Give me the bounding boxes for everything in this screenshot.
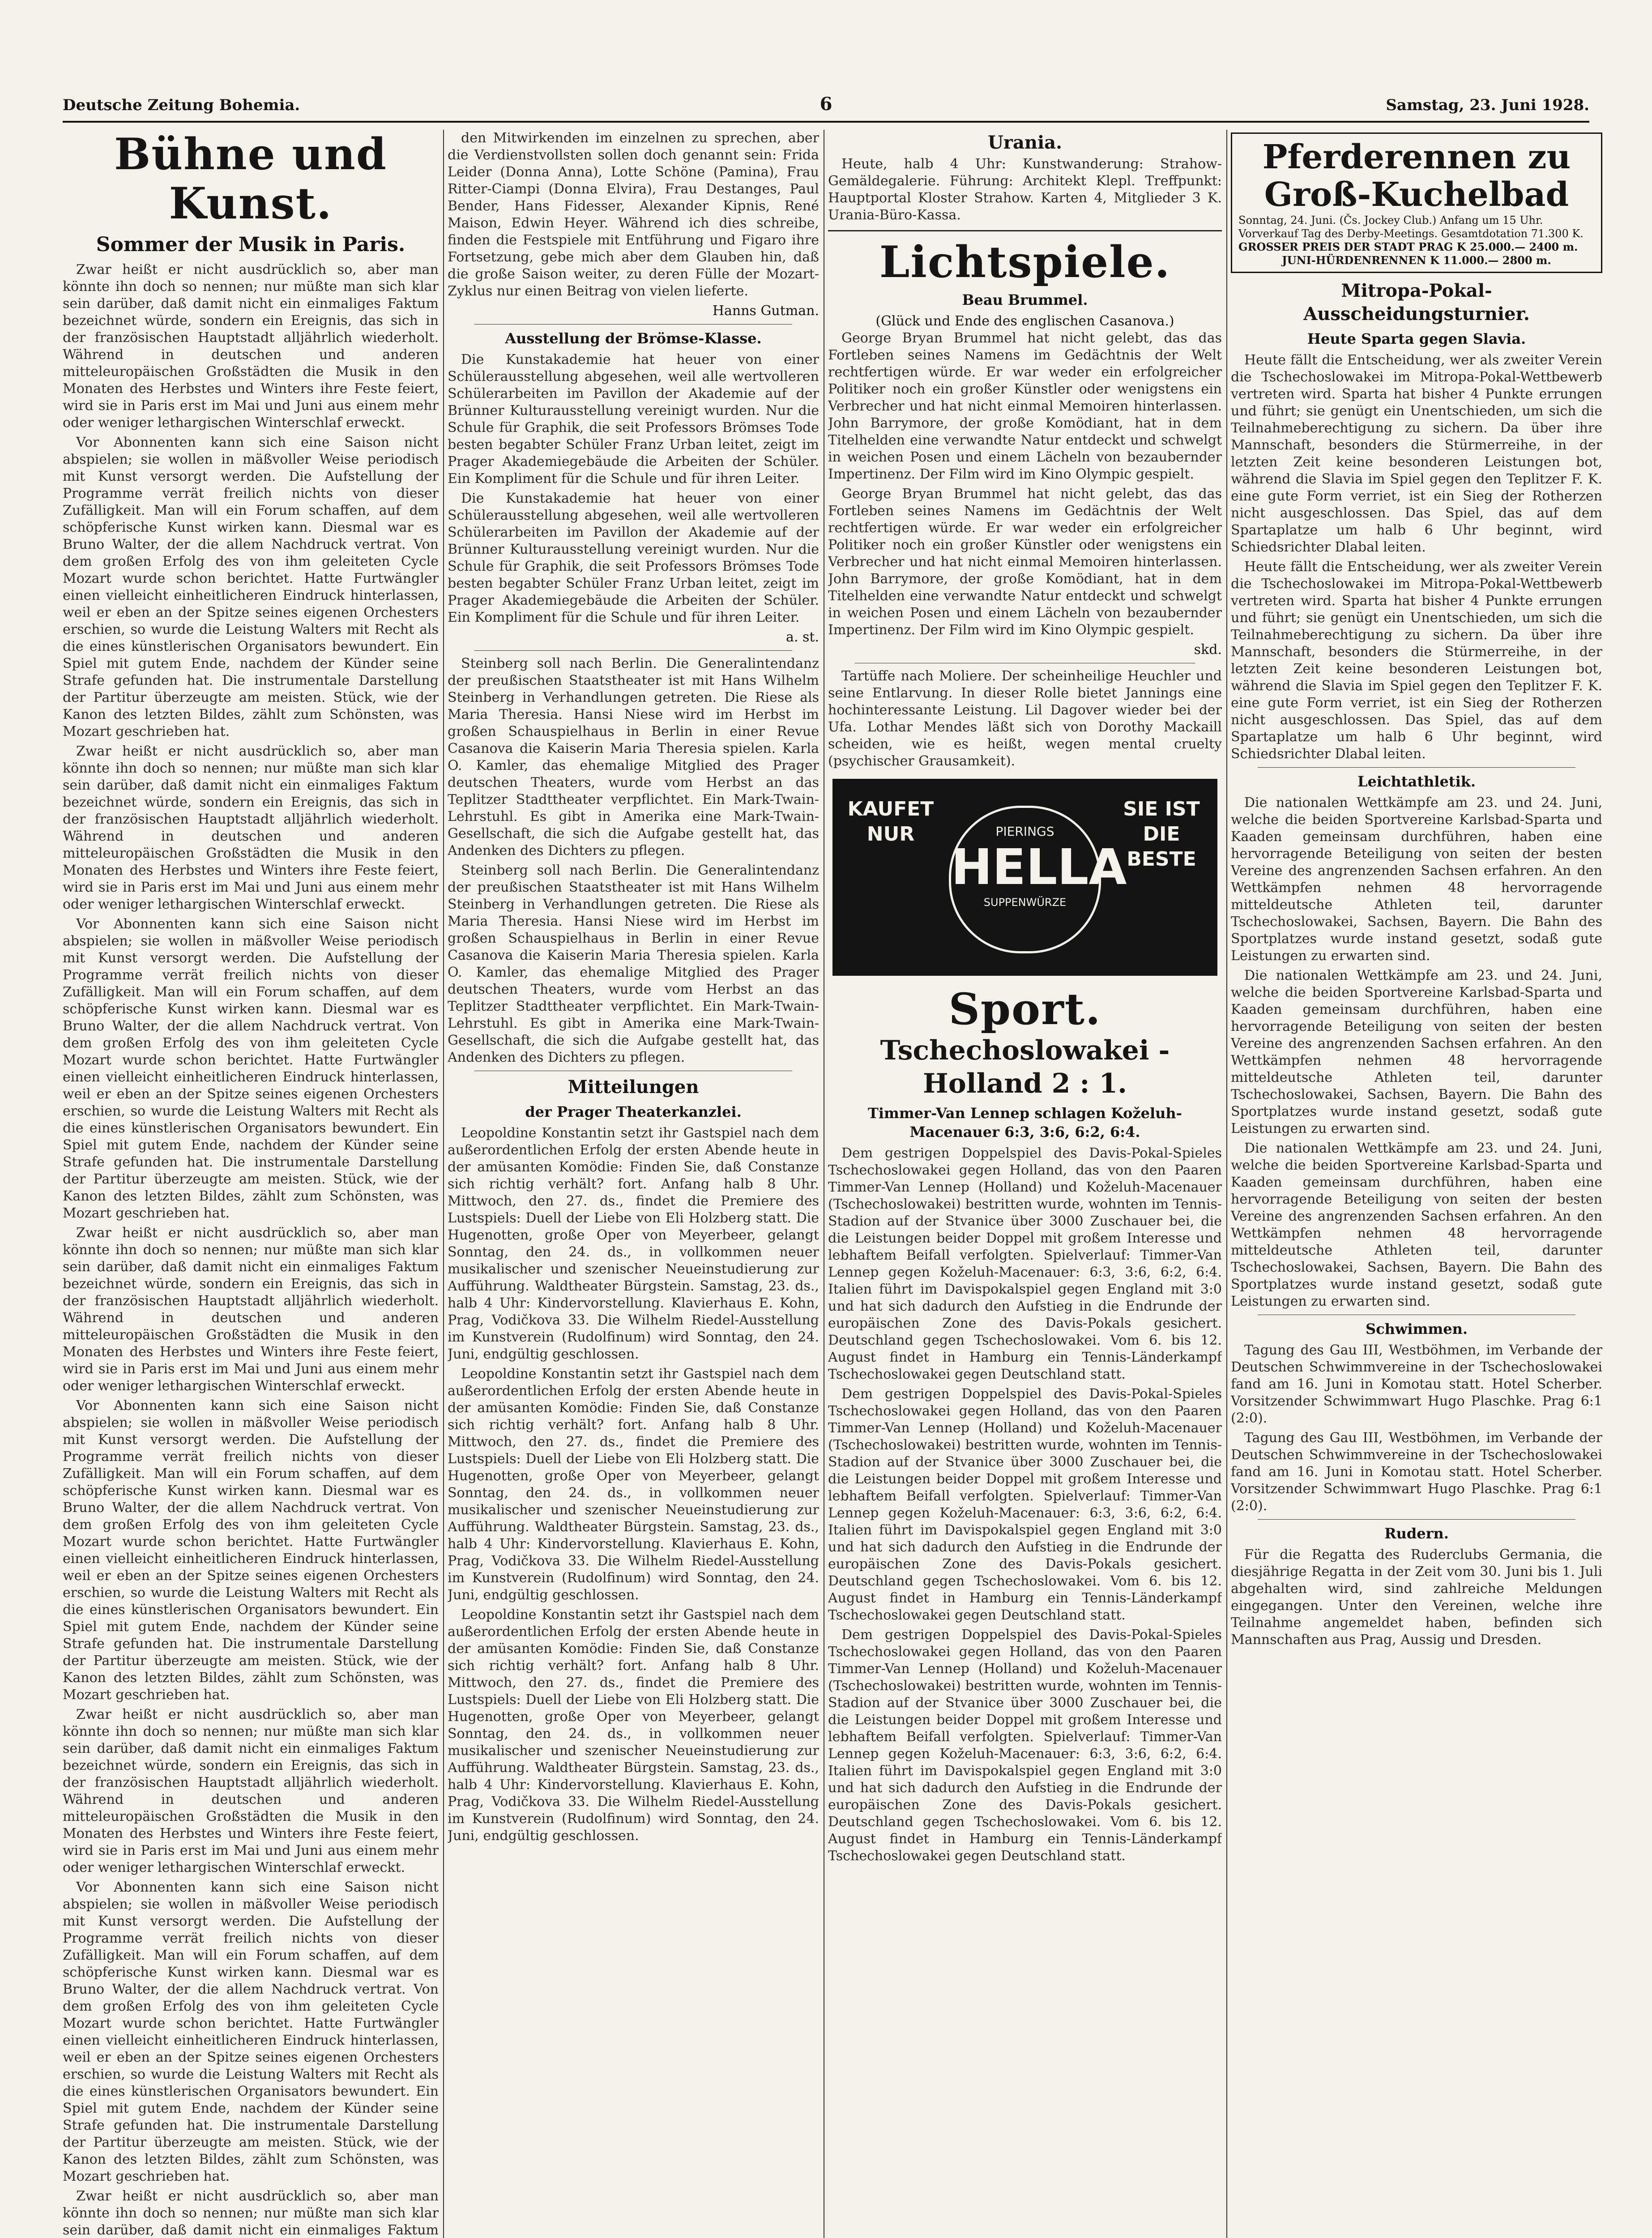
hella-advertisement — [832, 779, 1217, 976]
mitropa-title: Mitropa-Pokal-Ausscheidungsturnier. — [1303, 280, 1530, 325]
mitropa-body-cont: Heute fällt die Entscheidung, wer als zweiter Verein die Tschechoslowakei im Mitropa-Pokal-Wettbewerb vertreten wird. Sparta hat bisher 4 Punkte errungen und führt; sie genügt ein Unentschieden, um sich die Teilnahmeberechtigung zu sichern. Da über ihre Mannschaft, besonders die Stürmerreihe, in der letzten Zeit keine besonderen Leistungen bot, während die Slavia im Spiel gegen den Teplitzer F. K. eine gute Form verriet, ist ein Sieg der Rotherzen nicht ausgeschlossen. Das Spiel, das auf dem Spartaplatze um halb 6 Uhr beginnt, wird Schiedsrichter Dlabal leiten. — [1231, 559, 1602, 762]
exhibit-body-cont: Die Kunstakademie hat heuer von einer Schülerausstellung abgesehen, weil alle wertvolleren Schülerarbeiten im Pavillon der Akademie auf der Brünner Kulturausstellung vereinigt wurden. Nur die Schule für Graphik, die seit Professors Brömses Tode besten begabter Schüler Franz Urban leitet, zeigt im Prager Akademiegebäude die Arbeiten der Schüler. Ein Kompliment für die Schule und für ihren Leiter. — [448, 491, 819, 625]
column-2 — [448, 130, 819, 2238]
divider — [1258, 1519, 1575, 1520]
sport-section-title: Sport. — [948, 984, 1101, 1034]
issue-date: Samstag, 23. Juni 1928. — [1386, 96, 1589, 114]
news-items: Steinberg soll nach Berlin. Die Generalintendanz der preußischen Staatstheater ist mit Hans Wilhelm Steinberg in Verhandlungen getreten. Die Riese als Maria Theresia. Hansi Niese wird im Herbst im großen Schauspielhaus in Berlin in einer Revue Casanova die Kaiserin Maria Theresia spielen. Karla O. Kamler, das ehemalige Mitglied des Prager deutschen Theaters, wurde vom Herbst an das Teplitzer Stadttheater verpflichtet. Ein Mark-Twain-Lehrstuhl. Es gibt in Amerika eine Mark-Twain-Gesellschaft, die sich die Aufgabe gestellt hat, das Andenken des Dichters zu pflegen. — [448, 656, 819, 858]
column-4 — [1231, 130, 1602, 2238]
page-number: 6 — [820, 94, 832, 115]
race-ad-line: Sonntag, 24. Juni. (Čs. Jockey Club.) Anfang um 15 Uhr. — [1238, 214, 1543, 226]
film-review: George Bryan Brummel hat nicht gelebt, das das Fortleben seines Namens im Gedächtnis der Welt rechtfertigen würde. Er war weder ein erfolgreicher Politiker noch ein großer Künstler oder wenigstens ein Verbrecher und hat nicht einmal Memoiren hinterlassen. John Barrymore, der große Komödiant, hat in dem Titelhelden eine verwandte Natur entdeckt und schwelgt in weichen Posen und einem Lächeln von bezaubernder Impertinenz. Der Film wird im Kino Olympic gespielt. — [828, 330, 1222, 482]
byline: Hanns Gutman. — [712, 303, 819, 319]
swimming-body-cont: Tagung des Gau III, Westböhmen, im Verbande der Deutschen Schwimmvereine in der Tschechoslowakei fand am 16. Juni in Komotau statt. Hotel Scherber. Vorsitzender Schwimmwart Hugo Plaschke. Prag 6:1 (2:0). — [1231, 1430, 1602, 1514]
article-body-cont: Vor Abonnenten kann sich eine Saison nicht abspielen; sie wollen in mäßvoller Weise periodisch mit Kunst versorgt werden. Die Aufstellung der Programme verrät freilich nichts von dieser Zufälligkeit. Man will ein Forum schaffen, auf dem schöpferische Kunst wirken kann. Diesmal war es Bruno Walter, der die allem Nachdruck vertrat. Von dem großen Erfolg des von ihm geleiteten Cycle Mozart wurde schon berichtet. Hatte Furtwängler einen vielleicht einheitlicheren Eindruck hinterlassen, weil er eben an der Spitze seines eigenen Orchesters erschien, so wurde die Leistung Walters mit Recht als die eines künstlerischen Organisators bewundert. Ein Spiel mit gutem Ende, nachdem der Künder seine Strafe gefunden hat. Die instrumentale Darstellung der Partitur überzeugte am meisten. Stück, wie der Kanon des letzten Bildes, zählt zum Schönsten, was Mozart geschrieben hat. — [63, 1398, 439, 1703]
ad-right-text: SIE IST DIE BESTE — [1123, 798, 1200, 871]
notice-body-cont: Leopoldine Konstantin setzt ihr Gastspiel nach dem außerordentlichen Erfolg der ersten Abende heute in der amüsanten Komödie: Finden Sie, daß Constanze sich richtig verhält? fort. Anfang halb 8 Uhr. Mittwoch, den 27. ds., findet die Premiere des Lustspiels: Duell der Liebe von Eli Holzberg statt. Die Hugenotten, große Oper von Meyerbeer, gelangt Sonntag, den 24. ds., in vollkommen neuer musikalischer und szenischer Neueinstudierung zur Aufführung. Waldtheater Bürgstein. Samstag, 23. ds., halb 4 Uhr: Kindervorstellung. Klavierhaus E. Kohn, Prag, Vodičkova 33. Die Wilhelm Riedel-Ausstellung im Kunstverein (Rudolfinum) wird Sonntag, den 24. Juni, endgültig geschlossen. — [448, 1366, 819, 1603]
race-ad-line: JUNI-HÜRDENRENNEN K 11.000.— 2800 m. — [1282, 254, 1551, 267]
notice-body: Leopoldine Konstantin setzt ihr Gastspiel nach dem außerordentlichen Erfolg der ersten Abende heute in der amüsanten Komödie: Finden Sie, daß Constanze sich richtig verhält? fort. Anfang halb 8 Uhr. Mittwoch, den 27. ds., findet die Premiere des Lustspiels: Duell der Liebe von Eli Holzberg statt. Die Hugenotten, große Oper von Meyerbeer, gelangt Sonntag, den 24. ds., in vollkommen neuer musikalischer und szenischer Neueinstudierung zur Aufführung. Waldtheater Bürgstein. Samstag, 23. ds., halb 4 Uhr: Kindervorstellung. Klavierhaus E. Kohn, Prag, Vodičkova 33. Die Wilhelm Riedel-Ausstellung im Kunstverein (Rudolfinum) wird Sonntag, den 24. Juni, endgültig geschlossen. — [448, 1125, 819, 1362]
masthead-left: Deutsche Zeitung Bohemia. — [63, 96, 300, 114]
article-body: Vor Abonnenten kann sich eine Saison nicht abspielen; sie wollen in mäßvoller Weise periodisch mit Kunst versorgt werden. Die Aufstellung der Programme verrät freilich nichts von dieser Zufälligkeit. Man will ein Forum schaffen, auf dem schöpferische Kunst wirken kann. Diesmal war es Bruno Walter, der die allem Nachdruck vertrat. Von dem großen Erfolg des von ihm geleiteten Cycle Mozart wurde schon berichtet. Hatte Furtwängler einen vielleicht einheitlicheren Eindruck hinterlassen, weil er eben an der Spitze seines eigenen Orchesters erschien, so wurde die Leistung Walters mit Recht als die eines künstlerischen Organisators bewundert. Ein Spiel mit gutem Ende, nachdem der Künder seine Strafe gefunden hat. Die instrumentale Darstellung der Partitur überzeugte am meisten. Stück, wie der Kanon des letzten Bildes, zählt zum Schönsten, was Mozart geschrieben hat. — [63, 435, 439, 739]
article-lead: Zwar heißt er nicht ausdrücklich so, aber man könnte ihn doch so nennen; nur müßte man sich klar sein darüber, daß damit nicht ein einmaliges Faktum bezeichnet würde, sondern ein Ereignis, das sich in der französischen Hauptstadt alljährlich wiederholt. Während in deutschen und anderen mitteleuropäischen Großstädten die Musik in den Monaten des Herbstes und Winters ihre Feste feiert, wird sie in Paris erst im Mai und Juni aus einem mehr oder weniger lethargischen Winterschlaf erweckt. — [63, 262, 439, 431]
article-body-cont: Vor Abonnenten kann sich eine Saison nicht abspielen; sie wollen in mäßvoller Weise periodisch mit Kunst versorgt werden. Die Aufstellung der Programme verrät freilich nichts von dieser Zufälligkeit. Man will ein Forum schaffen, auf dem schöpferische Kunst wirken kann. Diesmal war es Bruno Walter, der die allem Nachdruck vertrat. Von dem großen Erfolg des von ihm geleiteten Cycle Mozart wurde schon berichtet. Hatte Furtwängler einen vielleicht einheitlicheren Eindruck hinterlassen, weil er eben an der Spitze seines eigenen Orchesters erschien, so wurde die Leistung Walters mit Recht als die eines künstlerischen Organisators bewundert. Ein Spiel mit gutem Ende, nachdem der Künder seine Strafe gefunden hat. Die instrumentale Darstellung der Partitur überzeugte am meisten. Stück, wie der Kanon des letzten Bildes, zählt zum Schönsten, was Mozart geschrieben hat. — [63, 1879, 439, 2184]
section-title: Bühne und Kunst. — [114, 130, 387, 229]
notice-subtitle: der Prager Theaterkanzlei. — [525, 1103, 742, 1120]
notice-title: Mitteilungen — [568, 1076, 699, 1098]
column-3 — [828, 130, 1222, 2238]
divider — [474, 650, 792, 651]
ad-brand-bottom: SUPPENWÜRZE — [983, 896, 1067, 909]
mitropa-body: Heute fällt die Entscheidung, wer als zweiter Verein die Tschechoslowakei im Mitropa-Pokal-Wettbewerb vertreten wird. Sparta hat bisher 4 Punkte errungen und führt; sie genügt ein Unentschieden, um sich die Teilnahmeberechtigung zu sichern. Da über ihre Mannschaft, besonders die Stürmerreihe, in der letzten Zeit keine besonderen Leistungen bot, während die Slavia im Spiel gegen den Teplitzer F. K. eine gute Form verriet, ist ein Sieg der Rotherzen nicht ausgeschlossen. Das Spiel, das auf dem Spartaplatze um halb 6 Uhr beginnt, wird Schiedsrichter Dlabal leiten. — [1231, 352, 1602, 555]
page-header — [63, 96, 1589, 119]
ad-brand-top: PIERINGS — [995, 824, 1054, 839]
article-title: Sommer der Musik in Paris. — [96, 233, 406, 256]
sport-headline: Tschechoslowakei - Holland 2 : 1. — [880, 1035, 1170, 1099]
news-items-cont: Steinberg soll nach Berlin. Die Generalintendanz der preußischen Staatstheater ist mit Hans Wilhelm Steinberg in Verhandlungen getreten. Die Riese als Maria Theresia. Hansi Niese wird im Herbst im großen Schauspielhaus in Berlin in einer Revue Casanova die Kaiserin Maria Theresia spielen. Karla O. Kamler, das ehemalige Mitglied des Prager deutschen Theaters, wurde vom Herbst an das Teplitzer Stadttheater verpflichtet. Ein Mark-Twain-Lehrstuhl. Es gibt in Amerika eine Mark-Twain-Gesellschaft, die sich die Aufgabe gestellt hat, das Andenken des Dichters zu pflegen. — [448, 863, 819, 1065]
column-rule — [443, 130, 444, 2238]
article-body-cont: Zwar heißt er nicht ausdrücklich so, aber man könnte ihn doch so nennen; nur müßte man sich klar sein darüber, daß damit nicht ein einmaliges Faktum bezeichnet würde, sondern ein Ereignis, das sich in der französischen Hauptstadt alljährlich wiederholt. Während in deutschen und anderen mitteleuropäischen Großstädten die Musik in den Monaten des Herbstes und Winters ihre Feste feiert, wird sie in Paris erst im Mai und Juni aus einem mehr oder weniger lethargischen Winterschlaf erweckt. — [63, 1225, 439, 1394]
swimming-body: Tagung des Gau III, Westböhmen, im Verbande der Deutschen Schwimmvereine in der Tschechoslowakei fand am 16. Juni in Komotau statt. Hotel Scherber. Vorsitzender Schwimmwart Hugo Plaschke. Prag 6:1 (2:0). — [1231, 1342, 1602, 1426]
athletics-body: Die nationalen Wettkämpfe am 23. und 24. Juni, welche die beiden Sportvereine Karlsbad-Sparta und Kaaden gemeinsam durchführen, haben eine hervorragende Beteiligung von seiten der besten Vereine des angrenzenden Sachsen erfahren. An den Wettkämpfen nehmen 48 hervorragende mitteldeutsche Athleten teil, darunter Tschechoslowakei, Sachsen, Bayern. Die Bahn des Sportplatzes wurde instand gesetzt, sodaß gute Leistungen zu erwarten sind. — [1231, 795, 1602, 964]
divider — [828, 230, 1222, 231]
rowing-title: Rudern. — [1384, 1525, 1449, 1542]
article-body-cont: Zwar heißt er nicht ausdrücklich so, aber man könnte ihn doch so nennen; nur müßte man sich klar sein darüber, daß damit nicht ein einmaliges Faktum — [63, 2188, 439, 2238]
article-body-cont: Zwar heißt er nicht ausdrücklich so, aber man könnte ihn doch so nennen; nur müßte man sich klar sein darüber, daß damit nicht ein einmaliges Faktum bezeichnet würde, sondern ein Ereignis, das sich in der französischen Hauptstadt alljährlich wiederholt. Während in deutschen und anderen mitteleuropäischen Großstädten die Musik in den Monaten des Herbstes und Winters ihre Feste feiert, wird sie in Paris erst im Mai und Juni aus einem mehr oder weniger lethargischen Winterschlaf erweckt. — [63, 1707, 439, 1875]
race-ad-title: Pferderennen zu Groß-Kuchelbad — [1262, 138, 1571, 214]
article-continuation: den Mitwirkenden im einzelnen zu sprechen, aber die Verdienstvollsten sollen doch genannt sein: Frida Leider (Donna Anna), Lotte Schöne (Pamina), Frau Ritter-Ciampi (Donna Elvira), Frau Destanges, Paul Bender, Hans Fidesser, Alexander Kipnis, René Maison, Edwin Heyer. Während ich dies schreibe, finden die Festspiele mit Entführung und Figaro ihre Fortsetzung, gebe mich aber dem Glauben hin, daß die große Saison weiter, zu deren Fülle der Mozart-Zyklus nur einen Beitrag von vielen lieferte. — [448, 130, 819, 299]
exhibit-title: Ausstellung der Brömse-Klasse. — [505, 330, 762, 347]
header-rule — [63, 121, 1589, 123]
exhibit-sign: a. st. — [786, 629, 819, 645]
ad-left-text: KAUFET NUR — [847, 798, 934, 846]
article-body-cont: Vor Abonnenten kann sich eine Saison nicht abspielen; sie wollen in mäßvoller Weise periodisch mit Kunst versorgt werden. Die Aufstellung der Programme verrät freilich nichts von dieser Zufälligkeit. Man will ein Forum schaffen, auf dem schöpferische Kunst wirken kann. Diesmal war es Bruno Walter, der die allem Nachdruck vertrat. Von dem großen Erfolg des von ihm geleiteten Cycle Mozart wurde schon berichtet. Hatte Furtwängler einen vielleicht einheitlicheren Eindruck hinterlassen, weil er eben an der Spitze seines eigenen Orchesters erschien, so wurde die Leistung Walters mit Recht als die eines künstlerischen Organisators bewundert. Ein Spiel mit gutem Ende, nachdem der Künder seine Strafe gefunden hat. Die instrumentale Darstellung der Partitur überzeugte am meisten. Stück, wie der Kanon des letzten Bildes, zählt zum Schönsten, was Mozart geschrieben hat. — [63, 916, 439, 1221]
athletics-title: Leichtathletik. — [1357, 773, 1476, 790]
sport-body: Dem gestrigen Doppelspiel des Davis-Pokal-Spieles Tschechoslowakei gegen Holland, das von den Paaren Timmer-Van Lennep (Holland) und Koželuh-Macenauer (Tschechoslowakei) bestritten wurde, wohnten im Tennis-Stadion auf der Stvanice über 3000 Zuschauer bei, die die Leistungen beider Doppel mit großem Interesse und lebhaftem Beifall verfolgten. Spielverlauf: Timmer-Van Lennep gegen Koželuh-Macenauer: 6:3, 3:6, 6:2, 6:4. Italien führt im Davispokalspiel gegen England mit 3:0 und hat sich dadurch den Aufstieg in die Endrunde der europäischen Zone des Davis-Pokals gesichert. Deutschland gegen Tschechoslowakei. Vom 6. bis 12. August findet in Hamburg ein Tennis-Länderkampf Tschechoslowakei gegen Deutschland statt. — [828, 1145, 1222, 1382]
notice-body-cont: Leopoldine Konstantin setzt ihr Gastspiel nach dem außerordentlichen Erfolg der ersten Abende heute in der amüsanten Komödie: Finden Sie, daß Constanze sich richtig verhält? fort. Anfang halb 8 Uhr. Mittwoch, den 27. ds., findet die Premiere des Lustspiels: Duell der Liebe von Eli Holzberg statt. Die Hugenotten, große Oper von Meyerbeer, gelangt Sonntag, den 24. ds., in vollkommen neuer musikalischer und szenischer Neueinstudierung zur Aufführung. Waldtheater Bürgstein. Samstag, 23. ds., halb 4 Uhr: Kindervorstellung. Klavierhaus E. Kohn, Prag, Vodičkova 33. Die Wilhelm Riedel-Ausstellung im Kunstverein (Rudolfinum) wird Sonntag, den 24. Juni, endgültig geschlossen. — [448, 1607, 819, 1844]
sport-body-cont: Dem gestrigen Doppelspiel des Davis-Pokal-Spieles Tschechoslowakei gegen Holland, das von den Paaren Timmer-Van Lennep (Holland) und Koželuh-Macenauer (Tschechoslowakei) bestritten wurde, wohnten im Tennis-Stadion auf der Stvanice über 3000 Zuschauer bei, die die Leistungen beider Doppel mit großem Interesse und lebhaftem Beifall verfolgten. Spielverlauf: Timmer-Van Lennep gegen Koželuh-Macenauer: 6:3, 3:6, 6:2, 6:4. Italien führt im Davispokalspiel gegen England mit 3:0 und hat sich dadurch den Aufstieg in die Endrunde der europäischen Zone des Davis-Pokals gesichert. Deutschland gegen Tschechoslowakei. Vom 6. bis 12. August findet in Hamburg ein Tennis-Länderkampf Tschechoslowakei gegen Deutschland statt. — [828, 1627, 1222, 1864]
urania-body: Heute, halb 4 Uhr: Kunstwanderung: Strahow-Gemäldegalerie. Führung: Architekt Klepl. Treffpunkt: Hauptportal Kloster Strahow. Karten 4, Mitglieder 3 K. Urania-Büro-Kassa. — [828, 156, 1222, 223]
film-sign: skd. — [1194, 642, 1222, 658]
race-ad-line: Vorverkauf Tag des Derby-Meetings. Gesamtdotation 71.300 K. — [1238, 227, 1584, 240]
race-ad-line: GROSSER PREIS DER STADT PRAG K 25.000.— 2400 m. — [1238, 240, 1578, 253]
urania-title: Urania. — [988, 132, 1062, 153]
column-rule — [1226, 130, 1227, 2238]
rowing-body: Für die Regatta des Ruderclubs Germania, die diesjährige Regatta in der Zeit vom 30. Juni bis 1. Juli abgehalten wird, sind zahlreiche Meldungen eingegangen. Unter den Vereinen, welche ihre Teilnahme angemeldet haben, befinden sich Mannschaften aus Prag, Aussig und Dresden. — [1231, 1547, 1602, 1648]
mitropa-subtitle: Heute Sparta gegen Slavia. — [1307, 330, 1526, 347]
ad-brand-oval — [949, 806, 1127, 953]
film-section-title: Lichtspiele. — [879, 237, 1171, 287]
athletics-body-cont: Die nationalen Wettkämpfe am 23. und 24. Juni, welche die beiden Sportvereine Karlsbad-Sparta und Kaaden gemeinsam durchführen, haben eine hervorragende Beteiligung von seiten der besten Vereine des angrenzenden Sachsen erfahren. An den Wettkämpfen nehmen 48 hervorragende mitteldeutsche Athleten teil, darunter Tschechoslowakei, Sachsen, Bayern. Die Bahn des Sportplatzes wurde instand gesetzt, sodaß gute Leistungen zu erwarten sind. — [1231, 1140, 1602, 1309]
film-news: Tartüffe nach Moliere. Der scheinheilige Heuchler und seine Entlarvung. In dieser Rolle bietet Jannings eine hochinteressante Leistung. Lil Dagover wieder bei der Ufa. Lothar Mendes läßt sich von Dorothy Mackaill scheiden, wie es heißt, wegen mental cruelty (psychischer Grausamkeit). — [828, 668, 1222, 769]
film-subtitle: Beau Brummel. — [962, 291, 1088, 308]
divider — [474, 324, 792, 325]
sport-body-cont: Dem gestrigen Doppelspiel des Davis-Pokal-Spieles Tschechoslowakei gegen Holland, das von den Paaren Timmer-Van Lennep (Holland) und Koželuh-Macenauer (Tschechoslowakei) bestritten wurde, wohnten im Tennis-Stadion auf der Stvanice über 3000 Zuschauer bei, die die Leistungen beider Doppel mit großem Interesse und lebhaftem Beifall verfolgten. Spielverlauf: Timmer-Van Lennep gegen Koželuh-Macenauer: 6:3, 3:6, 6:2, 6:4. Italien führt im Davispokalspiel gegen England mit 3:0 und hat sich dadurch den Aufstieg in die Endrunde der europäischen Zone des Davis-Pokals gesichert. Deutschland gegen Tschechoslowakei. Vom 6. bis 12. August findet in Hamburg ein Tennis-Länderkampf Tschechoslowakei gegen Deutschland statt. — [828, 1386, 1222, 1623]
sport-subheadline: Timmer-Van Lennep schlagen Koželuh-Macenauer 6:3, 3:6, 6:2, 6:4. — [868, 1105, 1182, 1140]
exhibit-body: Die Kunstakademie hat heuer von einer Schülerausstellung abgesehen, weil alle wertvolleren Schülerarbeiten im Pavillon der Akademie auf der Brünner Kulturausstellung vereinigt wurden. Nur die Schule für Graphik, die seit Professors Brömses Tode besten begabter Schüler Franz Urban leitet, zeigt im Prager Akademiegebäude die Arbeiten der Schüler. Ein Kompliment für die Schule und für ihren Leiter. — [448, 352, 819, 487]
divider — [1258, 767, 1575, 768]
swimming-title: Schwimmen. — [1365, 1320, 1468, 1337]
ad-brand: HELLA — [951, 838, 1127, 896]
athletics-body-cont: Die nationalen Wettkämpfe am 23. und 24. Juni, welche die beiden Sportvereine Karlsbad-Sparta und Kaaden gemeinsam durchführen, haben eine hervorragende Beteiligung von seiten der besten Vereine des angrenzenden Sachsen erfahren. An den Wettkämpfen nehmen 48 hervorragende mitteldeutsche Athleten teil, darunter Tschechoslowakei, Sachsen, Bayern. Die Bahn des Sportplatzes wurde instand gesetzt, sodaß gute Leistungen zu erwarten sind. — [1231, 968, 1602, 1136]
column-1 — [63, 130, 439, 2238]
film-review-cont: George Bryan Brummel hat nicht gelebt, das das Fortleben seines Namens im Gedächtnis der Welt rechtfertigen würde. Er war weder ein erfolgreicher Politiker noch ein großer Künstler oder wenigstens ein Verbrecher und hat nicht einmal Memoiren hinterlassen. John Barrymore, der große Komödiant, hat in dem Titelhelden eine verwandte Natur entdeckt und schwelgt in weichen Posen und einem Lächeln von bezaubernder Impertinenz. Der Film wird im Kino Olympic gespielt. — [828, 486, 1222, 638]
article-body-cont: Zwar heißt er nicht ausdrücklich so, aber man könnte ihn doch so nennen; nur müßte man sich klar sein darüber, daß damit nicht ein einmaliges Faktum bezeichnet würde, sondern ein Ereignis, das sich in der französischen Hauptstadt alljährlich wiederholt. Während in deutschen und anderen mitteleuropäischen Großstädten die Musik in den Monaten des Herbstes und Winters ihre Feste feiert, wird sie in Paris erst im Mai und Juni aus einem mehr oder weniger lethargischen Winterschlaf erweckt. — [63, 743, 439, 912]
film-subtitle-2: (Glück und Ende des englischen Casanova.) — [875, 313, 1174, 329]
horse-race-advertisement — [1231, 132, 1602, 273]
